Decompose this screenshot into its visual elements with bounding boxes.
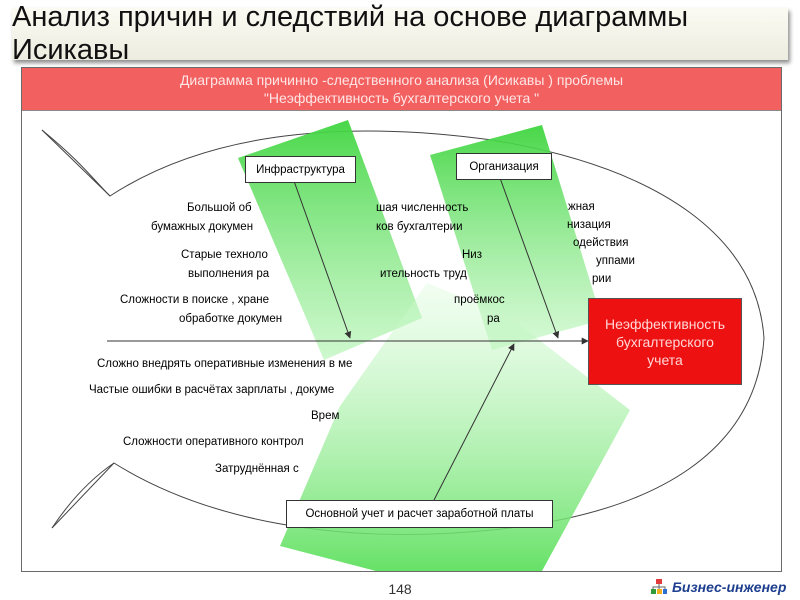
cause-text: Сложности в поиске , хране xyxy=(120,294,270,306)
cause-text: Частые ошибки в расчётах зарплаты , докуме xyxy=(89,384,335,396)
cause-text: проёмкос xyxy=(454,294,505,306)
business-engineer-logo xyxy=(650,576,786,598)
banner-line-1: Диаграмма причинно -следственного анализа (Исикавы ) проблемы xyxy=(179,72,624,88)
effect-box: Неэффективность бухгалтерского учета xyxy=(588,298,742,385)
cause-text: обработке докумен xyxy=(179,313,283,325)
cause-text: Большой об xyxy=(187,202,252,214)
banner-line-2: "Неэффективность бухгалтерского учета " xyxy=(263,90,540,106)
cause-text: низация xyxy=(567,219,611,231)
cause-text: выполнения ра xyxy=(188,268,270,280)
cause-text: Сложности оперативного контрол xyxy=(123,436,304,448)
cause-text: ра xyxy=(487,313,500,325)
cause-text: Затруднённая с xyxy=(215,463,299,475)
cause-text: одействия xyxy=(573,237,629,249)
logo-text: Бизнес-инженер xyxy=(672,579,787,595)
cause-text: Низ xyxy=(462,249,483,261)
cause-text: Старые техноло xyxy=(181,249,268,261)
page-number: 148 xyxy=(388,581,412,597)
diagram-frame xyxy=(21,67,782,572)
cause-text: бумажных докумен xyxy=(151,221,254,233)
category-box-infrastructure: Инфраструктура xyxy=(245,156,356,183)
logo-blocks-icon xyxy=(650,578,668,596)
cause-text: Сложно внедрять оперативные изменения в ме xyxy=(97,358,353,370)
diagram-header-banner xyxy=(22,68,781,111)
cause-text: жная xyxy=(568,201,595,213)
cause-text: уппами xyxy=(596,255,635,267)
cause-text: ительность труд xyxy=(380,268,467,280)
category-box-organization: Организация xyxy=(456,153,552,180)
cause-text: Врем xyxy=(311,410,340,422)
slide-title: Анализ причин и следствий на основе диаграммы Исикавы xyxy=(12,8,788,60)
fish-tail-outline xyxy=(42,130,114,528)
category-box-accounting: Основной учет и расчет заработной платы xyxy=(286,500,553,528)
cause-text: ков бухгалтерии xyxy=(376,221,463,233)
cause-text: шая численность xyxy=(376,202,469,214)
cause-text: рии xyxy=(592,273,612,285)
